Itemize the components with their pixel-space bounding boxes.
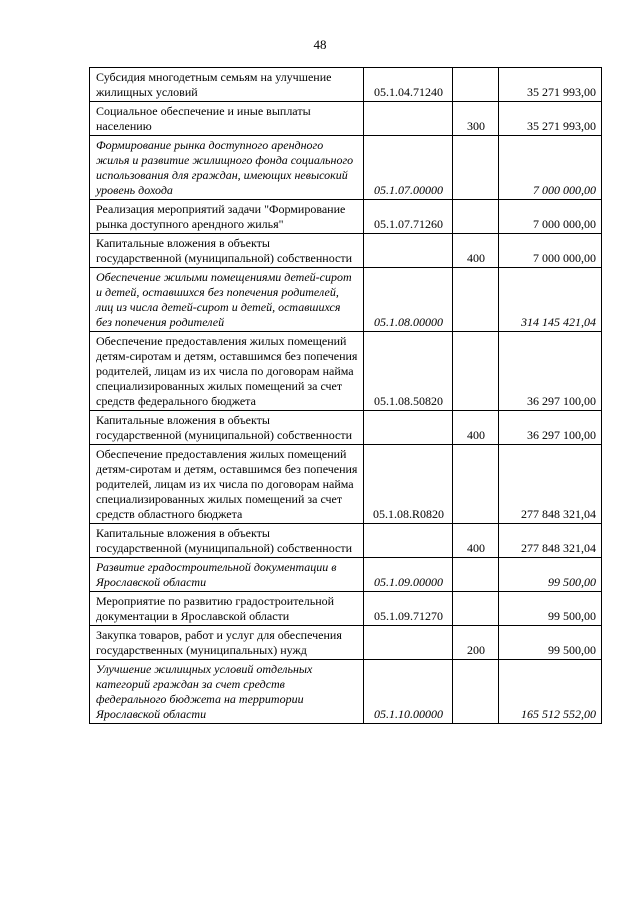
row-code: 05.1.08.R0820 — [364, 445, 453, 524]
row-amount: 35 271 993,00 — [499, 68, 602, 102]
row-code: 05.1.04.71240 — [364, 68, 453, 102]
table-row — [90, 268, 602, 332]
row-expense-type — [453, 68, 499, 102]
table-row — [90, 445, 602, 524]
row-code: 05.1.07.00000 — [364, 136, 453, 200]
row-expense-type — [453, 200, 499, 234]
table-row — [90, 136, 602, 200]
row-expense-type: 400 — [453, 234, 499, 268]
table-row — [90, 558, 602, 592]
row-name: Обеспечение предоставления жилых помещений детям-сиротам и детям, оставшимся без попечения родителей, лицам из их числа по договорам найма специализированных жилых помещений за счет средств областного бюджета — [90, 445, 364, 524]
row-name: Социальное обеспечение и иные выплаты населению — [90, 102, 364, 136]
row-name: Капитальные вложения в объекты государственной (муниципальной) собственности — [90, 411, 364, 445]
table-row — [90, 332, 602, 411]
row-expense-type: 200 — [453, 626, 499, 660]
row-expense-type — [453, 136, 499, 200]
row-name: Закупка товаров, работ и услуг для обеспечения государственных (муниципальных) нужд — [90, 626, 364, 660]
row-amount: 314 145 421,04 — [499, 268, 602, 332]
row-expense-type — [453, 445, 499, 524]
row-amount: 99 500,00 — [499, 558, 602, 592]
table-row — [90, 592, 602, 626]
row-amount: 7 000 000,00 — [499, 234, 602, 268]
row-code: 05.1.08.50820 — [364, 332, 453, 411]
row-name: Развитие градостроительной документации в Ярославской области — [90, 558, 364, 592]
table-row — [90, 626, 602, 660]
row-amount: 277 848 321,04 — [499, 524, 602, 558]
row-amount: 277 848 321,04 — [499, 445, 602, 524]
row-expense-type: 400 — [453, 411, 499, 445]
table-row — [90, 200, 602, 234]
row-name: Субсидия многодетным семьям на улучшение жилищных условий — [90, 68, 364, 102]
row-amount: 165 512 552,00 — [499, 660, 602, 724]
row-name: Обеспечение предоставления жилых помещений детям-сиротам и детям, оставшимся без попечения родителей, лицам из их числа по договорам найма специализированных жилых помещений за счет средств федерального бюджета — [90, 332, 364, 411]
row-code: 05.1.09.71270 — [364, 592, 453, 626]
row-name: Реализация мероприятий задачи "Формирование рынка доступного арендного жилья" — [90, 200, 364, 234]
row-code: 05.1.09.00000 — [364, 558, 453, 592]
table-row — [90, 68, 602, 102]
row-code: 05.1.08.00000 — [364, 268, 453, 332]
table-row — [90, 234, 602, 268]
row-amount: 99 500,00 — [499, 626, 602, 660]
row-code: 05.1.07.71260 — [364, 200, 453, 234]
row-amount: 35 271 993,00 — [499, 102, 602, 136]
row-name: Улучшение жилищных условий отдельных категорий граждан за счет средств федерального бюджета на территории Ярославской области — [90, 660, 364, 724]
row-code — [364, 411, 453, 445]
row-expense-type — [453, 332, 499, 411]
budget-table — [89, 67, 602, 724]
row-code — [364, 234, 453, 268]
row-name: Формирование рынка доступного арендного жилья и развитие жилищного фонда социального использования для граждан, имеющих невысокий уровень дохода — [90, 136, 364, 200]
page-number: 48 — [313, 37, 327, 52]
row-name: Обеспечение жилыми помещениями детей-сирот и детей, оставшихся без попечения родителей, лиц из числа детей-сирот и детей, оставшихся без попечения родителей — [90, 268, 364, 332]
row-code — [364, 626, 453, 660]
row-amount: 7 000 000,00 — [499, 200, 602, 234]
row-expense-type — [453, 660, 499, 724]
table-row — [90, 411, 602, 445]
row-expense-type — [453, 592, 499, 626]
row-name: Капитальные вложения в объекты государственной (муниципальной) собственности — [90, 234, 364, 268]
row-expense-type — [453, 268, 499, 332]
row-amount: 36 297 100,00 — [499, 332, 602, 411]
row-name: Капитальные вложения в объекты государственной (муниципальной) собственности — [90, 524, 364, 558]
table-row — [90, 660, 602, 724]
row-amount: 99 500,00 — [499, 592, 602, 626]
row-expense-type — [453, 558, 499, 592]
row-expense-type: 400 — [453, 524, 499, 558]
row-code — [364, 524, 453, 558]
row-name: Мероприятие по развитию градостроительной документации в Ярославской области — [90, 592, 364, 626]
table-row — [90, 524, 602, 558]
row-expense-type: 300 — [453, 102, 499, 136]
row-amount: 36 297 100,00 — [499, 411, 602, 445]
table-row — [90, 102, 602, 136]
row-code — [364, 102, 453, 136]
row-code: 05.1.10.00000 — [364, 660, 453, 724]
row-amount: 7 000 000,00 — [499, 136, 602, 200]
